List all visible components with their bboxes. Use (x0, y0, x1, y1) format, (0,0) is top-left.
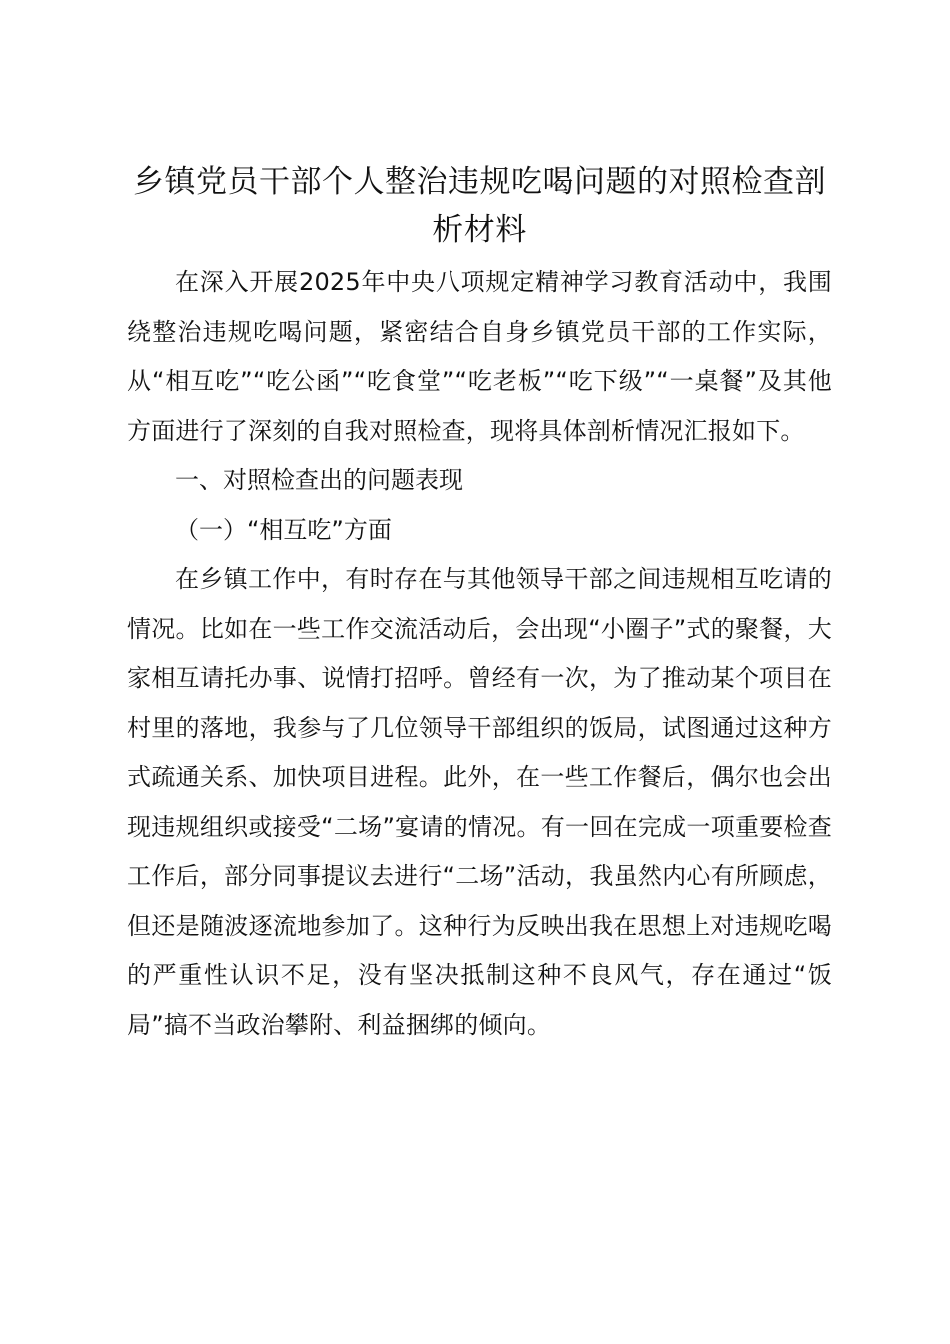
subsection-paragraph: 在乡镇工作中，有时存在与其他领导干部之间违规相互吃请的情况。比如在一些工作交流活动后，会出现“小圈子”式的聚餐，大家相互请托办事、说情打招呼。曾经有一次，为了推动某个项目在村里的落地，我参与了几位领导干部组织的饭局，试图通过这种方式疏通关系、加快项目进程。此外，在一些工作餐后，偶尔也会出现违规组织或接受“二场”宴请的情况。有一回在完成一项重要检查工作后，部分同事提议去进行“二场”活动，我虽然内心有所顾虑，但还是随波逐流地参加了。这种行为反映出我在思想上对违规吃喝的严重性认识不足，没有坚决抵制这种不良风气，存在通过“饭局”搞不当政治攀附、利益捆绑的倾向。 (127, 565, 832, 1039)
subsection-heading: （一）“相互吃”方面 (175, 515, 392, 544)
document-title: 乡镇党员干部个人整治违规吃喝问题的对照检查剖析材料 (133, 164, 826, 248)
section-heading: 一、对照检查出的问题表现 (175, 466, 463, 494)
document-body (127, 158, 832, 1050)
intro-paragraph: 在深入开展2025年中央八项规定精神学习教育活动中，我围绕整治违规吃喝问题，紧密结合自身乡镇党员干部的工作实际，从“相互吃”“吃公函”“吃食堂”“吃老板”“吃下级”“一桌餐”及其他方面进行了深刻的自我对照检查，现将具体剖析情况汇报如下。 (127, 268, 832, 445)
